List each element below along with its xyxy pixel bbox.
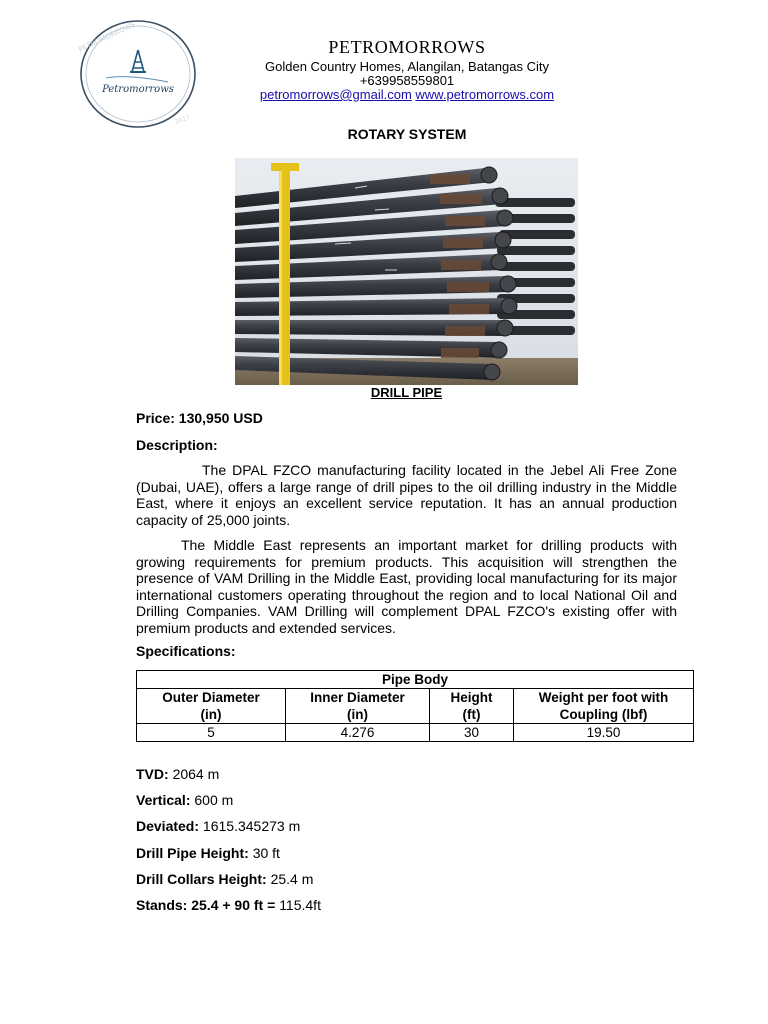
spec-vertical: Vertical: 600 m xyxy=(136,792,234,808)
column-header: Height (ft) xyxy=(430,689,514,724)
svg-text:PETROMORROWS: PETROMORROWS xyxy=(77,20,137,54)
table-header-row xyxy=(137,689,694,724)
section-title: ROTARY SYSTEM xyxy=(347,126,467,142)
table-cell: 30 xyxy=(430,724,514,742)
table-cell: 19.50 xyxy=(514,724,694,742)
spec-tvd: TVD: 2064 m xyxy=(136,766,220,782)
specifications-label: Specifications: xyxy=(136,643,236,659)
pipe-body-table xyxy=(136,670,694,742)
column-header: Inner Diameter (in) xyxy=(286,689,430,724)
website-link[interactable]: www.petromorrows.com xyxy=(415,87,555,102)
spec-drill-collars-height: Drill Collars Height: 25.4 m xyxy=(136,871,314,887)
contact-links xyxy=(0,87,768,102)
table-cell: 5 xyxy=(137,724,286,742)
company-phone: +639958559801 xyxy=(359,73,455,88)
table-caption: Pipe Body xyxy=(137,671,694,689)
spec-stands: Stands: 25.4 + 90 ft = 115.4ft xyxy=(136,897,321,913)
company-address: Golden Country Homes, Alangilan, Batangas City xyxy=(265,59,549,74)
email-link[interactable]: petromorrows@gmail.com xyxy=(259,87,412,102)
table-cell: 4.276 xyxy=(286,724,430,742)
description-paragraph: The DPAL FZCO manufacturing facility located in the Jebel Ali Free Zone (Dubai, UAE), offers a large range of drill pipes to the oil drilling industry in the Middle East, where it enjoys an excellent service reputation. It has an annual production capacity of 25,000 joints. xyxy=(136,462,677,528)
description-label: Description: xyxy=(136,437,218,453)
spec-drill-pipe-height: Drill Pipe Height: 30 ft xyxy=(136,845,280,861)
column-header: Weight per foot with Coupling (lbf) xyxy=(514,689,694,724)
spec-deviated: Deviated: 1615.345273 m xyxy=(136,818,301,834)
column-header: Outer Diameter (in) xyxy=(137,689,286,724)
svg-text:2017: 2017 xyxy=(174,114,192,126)
table-row xyxy=(137,724,694,742)
drill-pipe-photo xyxy=(235,158,578,385)
photo-caption: DRILL PIPE xyxy=(370,385,443,400)
description-paragraph: The Middle East represents an important market for drilling products with growing requirements for premium products. This acquisition will strengthen the presence of VAM Drilling in the Middle East, providing local manufacturing for its major international customers operating throughout the region and to local National Oil and Drilling Companies. VAM Drilling will complement DPAL FZCO's existing offer with premium products and extended services. xyxy=(136,537,677,636)
logo-wordmark: Petromorrows xyxy=(102,84,174,95)
price: Price: 130,950 USD xyxy=(136,410,263,426)
company-name: PETROMORROWS xyxy=(328,37,486,57)
